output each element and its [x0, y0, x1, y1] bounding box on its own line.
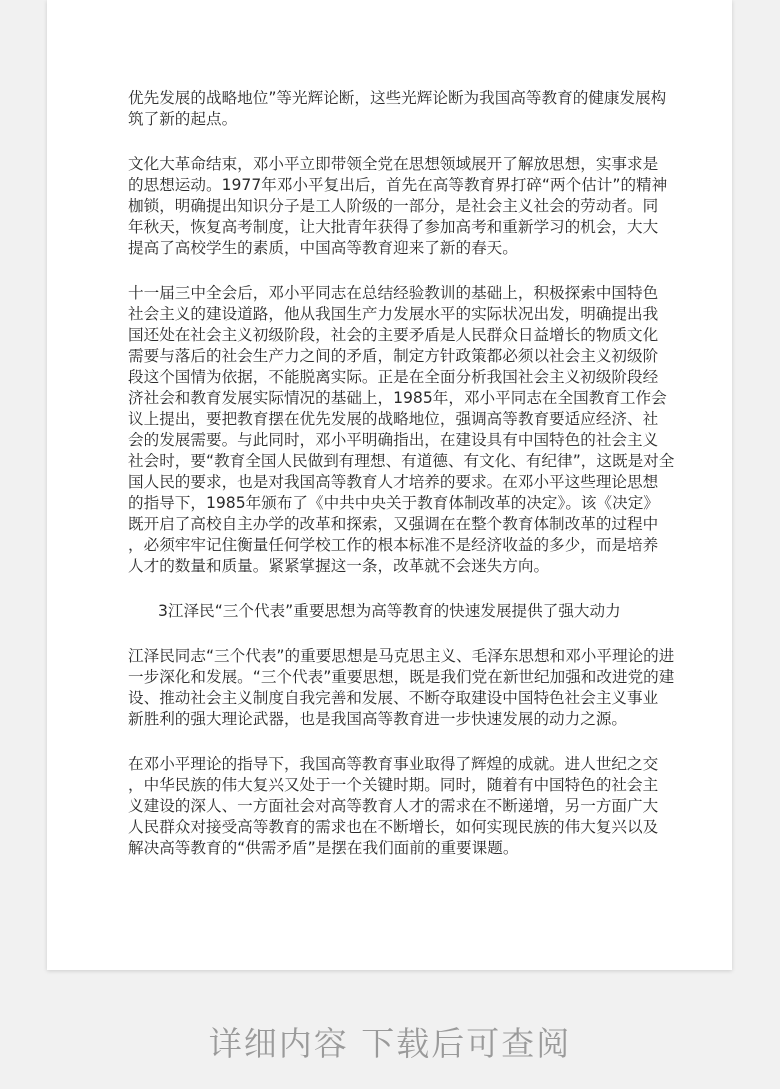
text-line: 社会时，要“教育全国人民做到有理想、有道德、有文化、有纪律”，这既是对全	[128, 452, 675, 470]
paragraph	[128, 646, 675, 730]
text-line: 在邓小平理论的指导下，我国高等教育事业取得了辉煌的成就。进人世纪之交	[128, 755, 659, 773]
text-line: 年秋天，恢复高考制度，让大批青年获得了参加高考和重新学习的机会，大大	[128, 218, 659, 236]
text-line: 一步深化和发展。“三个代表”重要思想，既是我们党在新世纪加强和改进党的建	[128, 668, 675, 686]
text-line: 的思想运动。1977年邓小平复出后，首先在高等教育界打碎“两个估计”的精神	[128, 176, 668, 194]
download-notice: 详细内容 下载后可查阅	[208, 1024, 572, 1063]
text-line: 新胜利的强大理论武器，也是我国高等教育进一步快速发展的动力之源。	[128, 710, 628, 728]
text-line: ，必须牢牢记住衡量任何学校工作的根本标准不是经济收益的多少，而是培养	[128, 536, 659, 554]
text-line: 筑了新的起点。	[128, 110, 238, 128]
text-line: 提高了高校学生的素质，中国高等教育迎来了新的春天。	[128, 239, 518, 257]
text-line: 设、推动社会主义制度自我完善和发展、不断夺取建设中国特色社会主义事业	[128, 689, 659, 707]
text-line: 国人民的要求，也是对我国高等教育人才培养的要求。在邓小平这些理论思想	[128, 473, 659, 491]
paragraph	[128, 754, 658, 859]
section-heading: 3江泽民“三个代表”重要思想为高等教育的快速发展提供了强大动力	[158, 602, 621, 620]
document-page	[47, 0, 732, 970]
paragraph	[128, 88, 667, 130]
text-line: 优先发展的战略地位”等光辉论断，这些光辉论断为我国高等教育的健康发展构	[128, 89, 667, 107]
text-line: 既开启了高校自主办学的改革和探索，又强调在在整个教育体制改革的过程中	[128, 515, 659, 533]
paragraph	[128, 154, 668, 259]
text-line: 人才的数量和质量。紧紧掌握这一条，改革就不会迷失方向。	[128, 557, 550, 575]
text-line: 文化大革命结束，邓小平立即带领全党在思想领域展开了解放思想，实事求是	[128, 155, 659, 173]
text-line: 社会主义的建设道路，他从我国生产力发展水平的实际状况出发，明确提出我	[128, 305, 659, 323]
text-line: 议上提出，要把教育摆在优先发展的战略地位，强调高等教育要适应经济、社	[128, 410, 659, 428]
text-line: ，中华民族的伟大复兴又处于一个关键时期。同时，随着有中国特色的社会主	[128, 776, 659, 794]
text-line: 解决高等教育的“供需矛盾”是摆在我们面前的重要课题。	[128, 839, 519, 857]
text-line: 的指导下，1985年颁布了《中共中央关于教育体制改革的决定》。该《决定》	[128, 494, 659, 512]
text-line: 江泽民同志“三个代表”的重要思想是马克思主义、毛泽东思想和邓小平理论的进	[128, 647, 675, 665]
text-line: 枷锁，明确提出知识分子是工人阶级的一部分，是社会主义社会的劳动者。同	[128, 197, 659, 215]
text-line: 济社会和教育发展实际情况的基础上，1985年，邓小平同志在全国教育工作会	[128, 389, 667, 407]
document-body	[128, 88, 675, 883]
paragraph	[128, 283, 675, 577]
text-line: 会的发展需要。与此同时，邓小平明确指出，在建设具有中国特色的社会主义	[128, 431, 659, 449]
text-line: 十一届三中全会后，邓小平同志在总结经验教训的基础上，积极探索中国特色	[128, 284, 659, 302]
text-line: 段这个国情为依据，不能脱离实际。正是在全面分析我国社会主义初级阶段经	[128, 368, 659, 386]
text-line: 义建设的深人、一方面社会对高等教育人才的需求在不断递增，另一方面广大	[128, 797, 659, 815]
text-line: 国还处在社会主义初级阶段，社会的主要矛盾是人民群众日益增长的物质文化	[128, 326, 659, 344]
text-line: 需要与落后的社会生产力之间的矛盾，制定方针政策都必须以社会主义初级阶	[128, 347, 659, 365]
text-line: 人民群众对接受高等教育的需求也在不断增长，如何实现民族的伟大复兴以及	[128, 818, 659, 836]
